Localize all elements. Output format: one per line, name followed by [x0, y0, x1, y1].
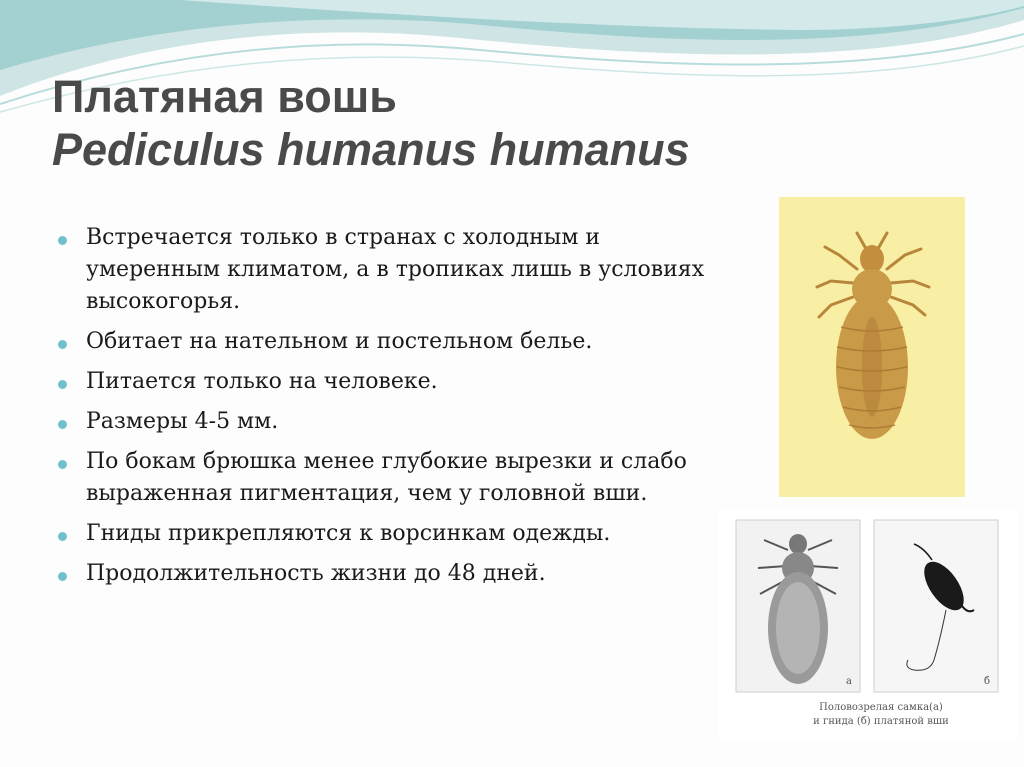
bullet-marker-icon — [58, 460, 67, 469]
caption-line-1: Половозрелая самка(а) — [819, 702, 943, 713]
louse-color-photo — [779, 197, 965, 497]
bullet-marker-icon — [58, 380, 67, 389]
figure-label-a: а — [846, 676, 852, 687]
figure-caption — [776, 701, 986, 729]
bullet-item: По бокам брюшка менее глубокие вырезки и слабо выраженная пигментация, чем у головной вши. — [56, 446, 716, 510]
caption-line-2: и гнида (б) платяной вши — [813, 716, 949, 727]
figure-label-b: б — [984, 676, 991, 687]
bullet-item: Продолжительность жизни до 48 дней. — [56, 558, 716, 590]
bullet-marker-icon — [58, 420, 67, 429]
bullet-item: Обитает на нательном и постельном белье. — [56, 326, 716, 358]
bullet-item: Встречается только в странах с холодным и умеренным климатом, а в тропиках лишь в условиях высокогорья. — [56, 222, 716, 318]
title-russian: Платяная вошь — [52, 71, 397, 122]
bullet-marker-icon — [58, 572, 67, 581]
slide-title — [52, 70, 690, 176]
bullet-item: Питается только на человеке. — [56, 366, 716, 398]
bullet-item: Гниды прикрепляются к ворсинкам одежды. — [56, 518, 716, 550]
bullet-marker-icon — [58, 532, 67, 541]
bullet-item: Размеры 4-5 мм. — [56, 406, 716, 438]
bullet-marker-icon — [58, 340, 67, 349]
title-latin: Pediculus humanus humanus — [52, 124, 690, 176]
bullet-list — [56, 222, 716, 598]
bullet-marker-icon — [58, 236, 67, 245]
